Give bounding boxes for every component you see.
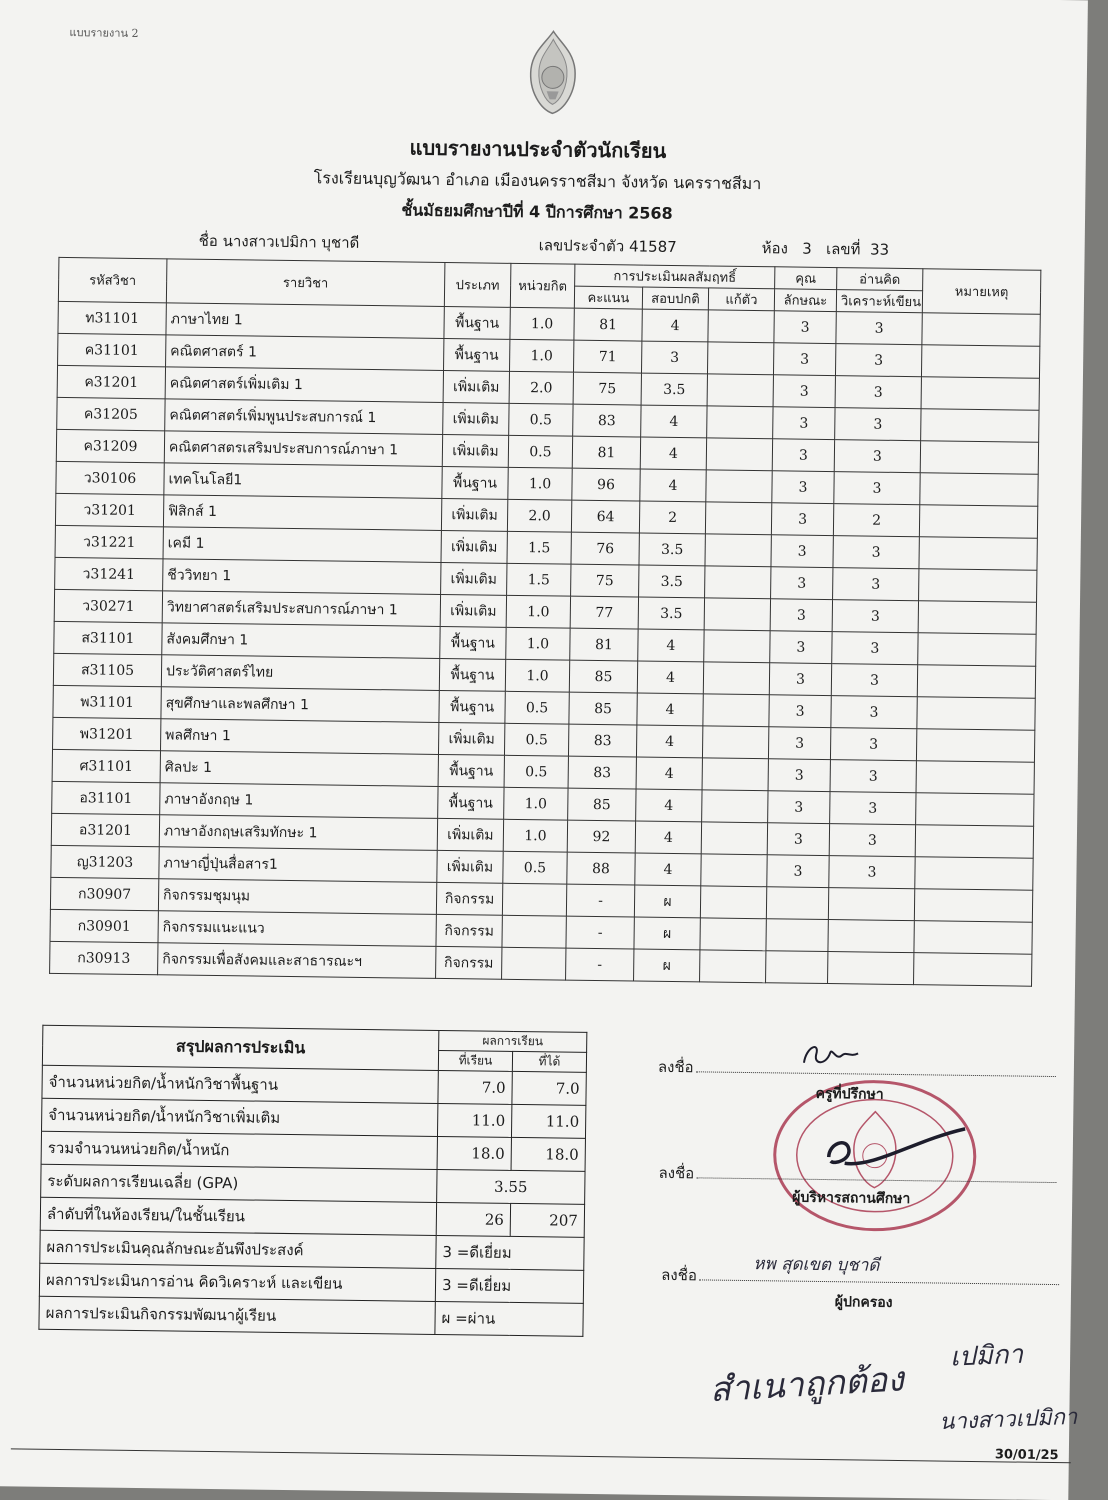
course-score: 85 xyxy=(568,788,636,821)
summary-label: จำนวนหน่วยกิต/น้ำหนักวิชาเพิ่มเติม xyxy=(42,1098,438,1136)
course-retest xyxy=(701,854,767,887)
advisor-role: ครูที่ปรึกษา xyxy=(815,1085,884,1103)
activity-value: ผ =ผ่าน xyxy=(435,1301,583,1336)
course-trait: 3 xyxy=(772,471,834,504)
course-credits xyxy=(502,915,566,948)
summary-title: สรุปผลการประเมิน xyxy=(42,1025,438,1070)
course-name: กิจกรรมแนะแนว xyxy=(158,911,436,947)
course-thinking: 2 xyxy=(833,504,919,537)
course-name: ประวัติศาสตร์ไทย xyxy=(161,655,439,691)
course-remark xyxy=(921,345,1039,379)
header-trait-2: ลักษณะ xyxy=(774,289,836,312)
course-credits: 0.5 xyxy=(504,723,568,756)
summary-label: จำนวนหน่วยกิต/น้ำหนักวิชาพื้นฐาน xyxy=(42,1065,438,1103)
course-remark xyxy=(914,921,1032,955)
course-retest xyxy=(700,950,766,983)
course-code: ค31205 xyxy=(57,397,165,430)
studied-header: ที่เรียน xyxy=(438,1050,512,1071)
course-credits: 0.5 xyxy=(509,403,573,436)
summary-studied: 7.0 xyxy=(438,1070,512,1104)
course-score: 71 xyxy=(573,340,641,373)
course-code: ญ31203 xyxy=(51,845,159,878)
course-code: ก30913 xyxy=(50,941,158,974)
course-code: พ31101 xyxy=(53,685,161,718)
course-score: 85 xyxy=(569,660,637,693)
room-label: ห้อง xyxy=(761,239,788,258)
course-code: ว31221 xyxy=(55,525,163,558)
footer-divider xyxy=(11,1448,1071,1463)
course-type: พื้นฐาน xyxy=(444,338,510,371)
course-type: กิจกรรม xyxy=(436,882,502,915)
course-trait xyxy=(766,919,828,952)
course-thinking: 3 xyxy=(830,792,916,825)
course-retest xyxy=(707,406,773,439)
course-retest xyxy=(705,566,771,599)
course-thinking: 3 xyxy=(833,536,919,569)
course-grade: ผ xyxy=(634,917,700,950)
course-remark xyxy=(915,857,1033,891)
course-thinking: 3 xyxy=(835,408,921,441)
course-name: วิทยาศาสตร์เสริมประสบการณ์ภาษา 1 xyxy=(162,591,440,627)
course-type: เพิ่มเติม xyxy=(441,530,507,563)
course-name: กิจกรรมเพื่อสังคมและสาธารณะฯ xyxy=(158,943,436,979)
course-code: พ31201 xyxy=(53,717,161,750)
course-thinking: 3 xyxy=(833,568,919,601)
course-retest xyxy=(702,790,768,823)
id-label: เลขประจำตัว xyxy=(538,236,625,256)
course-thinking: 3 xyxy=(834,440,920,473)
course-code: ว31201 xyxy=(55,493,163,526)
course-retest xyxy=(703,694,769,727)
course-score: 76 xyxy=(571,532,639,565)
course-retest xyxy=(700,886,766,919)
course-code: ว30106 xyxy=(56,461,164,494)
course-score: 75 xyxy=(573,372,641,405)
room-line xyxy=(761,236,889,262)
header-code: รหัสวิชา xyxy=(58,257,167,302)
course-trait: 3 xyxy=(768,759,830,792)
sign-label: ลงชื่อ xyxy=(661,1265,698,1285)
course-code: ค31209 xyxy=(56,429,164,462)
course-remark xyxy=(920,441,1038,475)
course-code: ว31241 xyxy=(55,557,163,590)
course-remark xyxy=(917,665,1035,699)
course-credits: 0.5 xyxy=(505,691,569,724)
course-code: ว30271 xyxy=(54,589,162,622)
course-type: เพิ่มเติม xyxy=(437,850,503,883)
course-remark xyxy=(919,537,1037,571)
course-credits: 1.0 xyxy=(506,595,570,628)
course-retest xyxy=(706,470,772,503)
advisor-signature-icon xyxy=(796,1035,867,1076)
sign-label: ลงชื่อ xyxy=(658,1163,695,1183)
header-score: คะแนน xyxy=(574,286,642,309)
course-grade: 4 xyxy=(636,757,702,790)
course-trait: 3 xyxy=(768,791,830,824)
course-grade: 2 xyxy=(639,501,705,534)
copy-certified-handwriting: สำเนาถูกต้อง xyxy=(708,1359,905,1411)
reading-label: ผลการประเมินการอ่าน คิดวิเคราะห์ และเขียน xyxy=(39,1263,435,1301)
course-remark xyxy=(916,793,1034,827)
header-credits: หน่วยกิต xyxy=(510,263,575,308)
course-name: คณิตศาสตร์เพิ่มเติม 1 xyxy=(165,367,443,403)
course-trait: 3 xyxy=(768,727,830,760)
course-name: ชีววิทยา 1 xyxy=(163,559,441,595)
course-trait: 3 xyxy=(772,439,834,472)
course-score: 75 xyxy=(571,564,639,597)
course-grade: 4 xyxy=(635,853,701,886)
grades-table xyxy=(49,257,1041,987)
course-remark xyxy=(920,473,1038,507)
student-id: 41587 xyxy=(628,237,677,257)
course-retest xyxy=(702,726,768,759)
header-assessment: การประเมินผลสัมฤทธิ์ xyxy=(575,264,775,289)
handwritten-first-name: เปมิกา xyxy=(949,1339,1024,1373)
course-name: เคมี 1 xyxy=(163,527,441,563)
course-thinking: 3 xyxy=(829,824,915,857)
course-code: อ31101 xyxy=(52,781,160,814)
course-name: ภาษาญี่ปุ่นสื่อสาร1 xyxy=(159,847,437,883)
course-credits xyxy=(502,947,566,980)
course-score: 83 xyxy=(568,724,636,757)
course-type: เพิ่มเติม xyxy=(437,818,503,851)
course-code: ท31101 xyxy=(58,301,166,334)
summary-studied: 18.0 xyxy=(437,1136,511,1170)
course-code: ก30907 xyxy=(50,877,158,910)
course-type: พื้นฐาน xyxy=(440,626,506,659)
form-code: แบบรายงาน 2 xyxy=(69,26,139,40)
course-score: - xyxy=(566,916,634,949)
course-trait xyxy=(766,951,828,984)
course-thinking: 3 xyxy=(832,632,918,665)
course-score: - xyxy=(566,884,634,917)
earned-header: ที่ได้ xyxy=(512,1051,586,1072)
header-subject: รายวิชา xyxy=(166,259,445,307)
summary-label: รวมจำนวนหน่วยกิต/น้ำหนัก xyxy=(41,1131,437,1169)
course-retest xyxy=(700,918,766,951)
course-name: คณิตศาสตร์ 1 xyxy=(166,335,444,371)
course-score: 64 xyxy=(571,500,639,533)
course-grade: 3 xyxy=(641,341,707,374)
header-think-1: อ่านคิด xyxy=(837,268,923,291)
course-thinking: 3 xyxy=(829,856,915,889)
course-code: ค31101 xyxy=(58,333,166,366)
course-score: 81 xyxy=(570,628,638,661)
course-grade: ผ xyxy=(634,885,700,918)
course-trait: 3 xyxy=(769,663,831,696)
course-type: พื้นฐาน xyxy=(444,306,510,339)
course-trait: 3 xyxy=(771,535,833,568)
rank-room: 26 xyxy=(436,1202,510,1236)
course-retest xyxy=(702,758,768,791)
course-remark xyxy=(916,729,1034,763)
course-remark xyxy=(914,889,1032,923)
course-retest xyxy=(705,534,771,567)
course-grade: 4 xyxy=(637,693,703,726)
course-credits xyxy=(502,883,566,916)
course-name: ฟิสิกส์ 1 xyxy=(163,495,441,531)
room-value: 3 xyxy=(802,239,812,258)
course-grade: 3.5 xyxy=(639,533,705,566)
course-remark xyxy=(917,697,1035,731)
course-grade: 4 xyxy=(636,789,702,822)
course-remark xyxy=(921,409,1039,443)
course-grade: 4 xyxy=(642,309,708,342)
course-score: 92 xyxy=(567,820,635,853)
course-credits: 2.0 xyxy=(507,499,571,532)
course-score: 83 xyxy=(573,404,641,437)
course-type: เพิ่มเติม xyxy=(441,498,507,531)
course-thinking: 3 xyxy=(830,728,916,761)
course-retest xyxy=(706,438,772,471)
course-grade: 4 xyxy=(641,405,707,438)
course-code: ส31101 xyxy=(54,621,162,654)
course-score: 81 xyxy=(572,436,640,469)
sign-label: ลงชื่อ xyxy=(657,1057,694,1077)
grades-body xyxy=(50,301,1041,986)
course-grade: 3.5 xyxy=(641,373,707,406)
director-signature-icon xyxy=(814,1115,975,1187)
course-credits: 1.0 xyxy=(510,307,574,340)
school-emblem-icon xyxy=(522,29,583,116)
course-retest xyxy=(708,310,774,343)
activity-label: ผลการประเมินกิจกรรมพัฒนาผู้เรียน xyxy=(39,1296,435,1334)
report-title: แบบรายงานประจำตัวนักเรียน xyxy=(409,135,667,163)
course-trait: 3 xyxy=(770,631,832,664)
handwritten-full-name: นางสาวเปมิกา xyxy=(938,1404,1078,1436)
course-code: ก30901 xyxy=(50,909,158,942)
guardian-role: ผู้ปกครอง xyxy=(834,1294,893,1311)
gpa-label: ระดับผลการเรียนเฉลี่ย (GPA) xyxy=(41,1164,437,1202)
course-type: เพิ่มเติม xyxy=(443,402,509,435)
course-retest xyxy=(704,630,770,663)
course-remark xyxy=(918,633,1036,667)
course-trait: 3 xyxy=(767,823,829,856)
trait-label: ผลการประเมินคุณลักษณะอันพึงประสงค์ xyxy=(40,1230,436,1268)
course-trait: 3 xyxy=(773,407,835,440)
course-credits: 0.5 xyxy=(504,755,568,788)
course-name: กิจกรรมชุมนุม xyxy=(158,879,436,915)
handwritten-date: 30/01/25 xyxy=(994,1447,1059,1464)
course-remark xyxy=(919,569,1037,603)
rank-class: 207 xyxy=(510,1203,584,1237)
course-grade: 4 xyxy=(635,821,701,854)
course-trait: 3 xyxy=(774,311,836,344)
header-think-2: วิเคราะห์เขียน xyxy=(836,290,922,313)
course-retest xyxy=(705,502,771,535)
course-type: เพิ่มเติม xyxy=(440,594,506,627)
course-code: ค31201 xyxy=(57,365,165,398)
course-score: 96 xyxy=(572,468,640,501)
header-type: ประเภท xyxy=(444,262,511,307)
header-retest: แก้ตัว xyxy=(708,288,774,311)
course-type: พื้นฐาน xyxy=(438,786,504,819)
summary-earned: 18.0 xyxy=(511,1137,585,1171)
header-remark: หมายเหตุ xyxy=(922,269,1041,315)
course-score: 88 xyxy=(567,852,635,885)
course-score: 83 xyxy=(568,756,636,789)
course-credits: 1.0 xyxy=(506,627,570,660)
course-name: ภาษาอังกฤษ 1 xyxy=(160,783,438,819)
student-name: นางสาวเปมิกา บุชาดี xyxy=(222,232,360,252)
course-remark xyxy=(921,377,1039,411)
course-grade: 4 xyxy=(640,437,706,470)
course-trait: 3 xyxy=(770,599,832,632)
course-credits: 1.5 xyxy=(507,563,571,596)
header-normal: สอบปกติ xyxy=(642,287,708,310)
course-grade: 4 xyxy=(638,629,704,662)
course-remark xyxy=(916,761,1034,795)
name-label: ชื่อ xyxy=(198,231,219,251)
course-remark xyxy=(922,313,1040,347)
course-thinking: 3 xyxy=(832,600,918,633)
course-credits: 1.5 xyxy=(507,531,571,564)
course-code: ศ31101 xyxy=(52,749,160,782)
course-grade: 3.5 xyxy=(639,565,705,598)
course-retest xyxy=(707,374,773,407)
course-thinking: 3 xyxy=(831,696,917,729)
course-grade: 4 xyxy=(636,725,702,758)
course-name: เทคโนโลยี1 xyxy=(164,463,442,499)
course-retest xyxy=(703,662,769,695)
course-type: เพิ่มเติม xyxy=(438,722,504,755)
course-remark xyxy=(915,825,1033,859)
course-name: ศิลปะ 1 xyxy=(160,751,438,787)
course-trait xyxy=(766,887,828,920)
course-name: พลศึกษา 1 xyxy=(161,719,439,755)
course-thinking xyxy=(828,888,914,921)
course-grade: 3.5 xyxy=(638,597,704,630)
course-name: สุขศึกษาและพลศึกษา 1 xyxy=(161,687,439,723)
course-credits: 1.0 xyxy=(510,339,574,372)
gpa-value: 3.55 xyxy=(437,1169,585,1204)
course-trait: 3 xyxy=(771,503,833,536)
course-type: เพิ่มเติม xyxy=(442,434,508,467)
summary-studied: 11.0 xyxy=(437,1103,511,1137)
course-credits: 1.0 xyxy=(505,659,569,692)
course-code: อ31201 xyxy=(51,813,159,846)
course-grade: ผ xyxy=(634,949,700,982)
course-grade: 4 xyxy=(640,469,706,502)
course-retest xyxy=(701,822,767,855)
course-code: ส31105 xyxy=(53,653,161,686)
course-credits: 1.0 xyxy=(508,467,572,500)
course-remark xyxy=(919,505,1037,539)
course-type: กิจกรรม xyxy=(436,946,502,979)
course-score: 85 xyxy=(569,692,637,725)
course-credits: 2.0 xyxy=(509,371,573,404)
course-credits: 0.5 xyxy=(508,435,572,468)
result-header: ผลการเรียน xyxy=(439,1030,587,1052)
course-credits: 1.0 xyxy=(503,819,567,852)
course-name: สังคมศึกษา 1 xyxy=(162,623,440,659)
course-thinking: 3 xyxy=(835,344,921,377)
student-id-line xyxy=(538,233,676,259)
course-retest xyxy=(704,598,770,631)
rank-label: ลำดับที่ในห้องเรียน/ในชั้นเรียน xyxy=(40,1197,436,1235)
director-role: ผู้บริหารสถานศึกษา xyxy=(792,1189,911,1208)
course-retest xyxy=(707,342,773,375)
activity-row xyxy=(39,1296,583,1336)
course-type: พื้นฐาน xyxy=(439,658,505,691)
course-thinking: 3 xyxy=(836,312,922,345)
course-trait: 3 xyxy=(773,343,835,376)
course-type: พื้นฐาน xyxy=(439,690,505,723)
course-type: เพิ่มเติม xyxy=(443,370,509,403)
summary-earned: 7.0 xyxy=(512,1071,586,1105)
course-name: คณิตศาสตร์เพิ่มพูนประสบการณ์ 1 xyxy=(165,399,443,435)
course-name: คณิตศาสตรเสริมประสบการณ์ภาษา 1 xyxy=(164,431,442,467)
course-thinking: 3 xyxy=(830,760,916,793)
course-score: 81 xyxy=(574,308,642,341)
course-grade: 4 xyxy=(637,661,703,694)
course-trait: 3 xyxy=(773,375,835,408)
course-credits: 0.5 xyxy=(503,851,567,884)
guardian-handwritten-name: หพ สุดเขต บุชาดี xyxy=(753,1254,880,1276)
course-type: พื้นฐาน xyxy=(442,466,508,499)
school-line: โรงเรียนบุญวัฒนา อำเภอ เมืองนครราชสีมา จังหวัด นครราชสีมา xyxy=(313,168,762,194)
course-remark xyxy=(914,953,1032,987)
summary-table xyxy=(38,1025,587,1337)
course-thinking: 3 xyxy=(834,472,920,505)
course-score: 77 xyxy=(570,596,638,629)
summary-earned: 11.0 xyxy=(511,1104,585,1138)
course-name: ภาษาอังกฤษเสริมทักษะ 1 xyxy=(159,815,437,851)
course-thinking xyxy=(828,920,914,953)
number-label: เลขที่ xyxy=(825,239,861,259)
student-name-line xyxy=(199,229,360,255)
course-trait: 3 xyxy=(769,695,831,728)
header-trait-1: คุณ xyxy=(775,267,837,290)
course-thinking xyxy=(828,952,914,985)
course-thinking: 3 xyxy=(835,376,921,409)
course-score: - xyxy=(566,948,634,981)
reading-value: 3 =ดีเยี่ยม xyxy=(435,1268,583,1303)
number-value: 33 xyxy=(869,240,890,259)
course-type: เพิ่มเติม xyxy=(441,562,507,595)
class-line: ชั้นมัธยมศึกษาปีที่ 4 ปีการศึกษา 2568 xyxy=(401,200,673,223)
course-remark xyxy=(918,601,1036,635)
course-thinking: 3 xyxy=(831,664,917,697)
trait-value: 3 =ดีเยี่ยม xyxy=(436,1235,584,1270)
course-trait: 3 xyxy=(767,855,829,888)
course-type: พื้นฐาน xyxy=(438,754,504,787)
course-name: ภาษาไทย 1 xyxy=(166,303,444,339)
course-credits: 1.0 xyxy=(504,787,568,820)
course-trait: 3 xyxy=(771,567,833,600)
course-type: กิจกรรม xyxy=(436,914,502,947)
